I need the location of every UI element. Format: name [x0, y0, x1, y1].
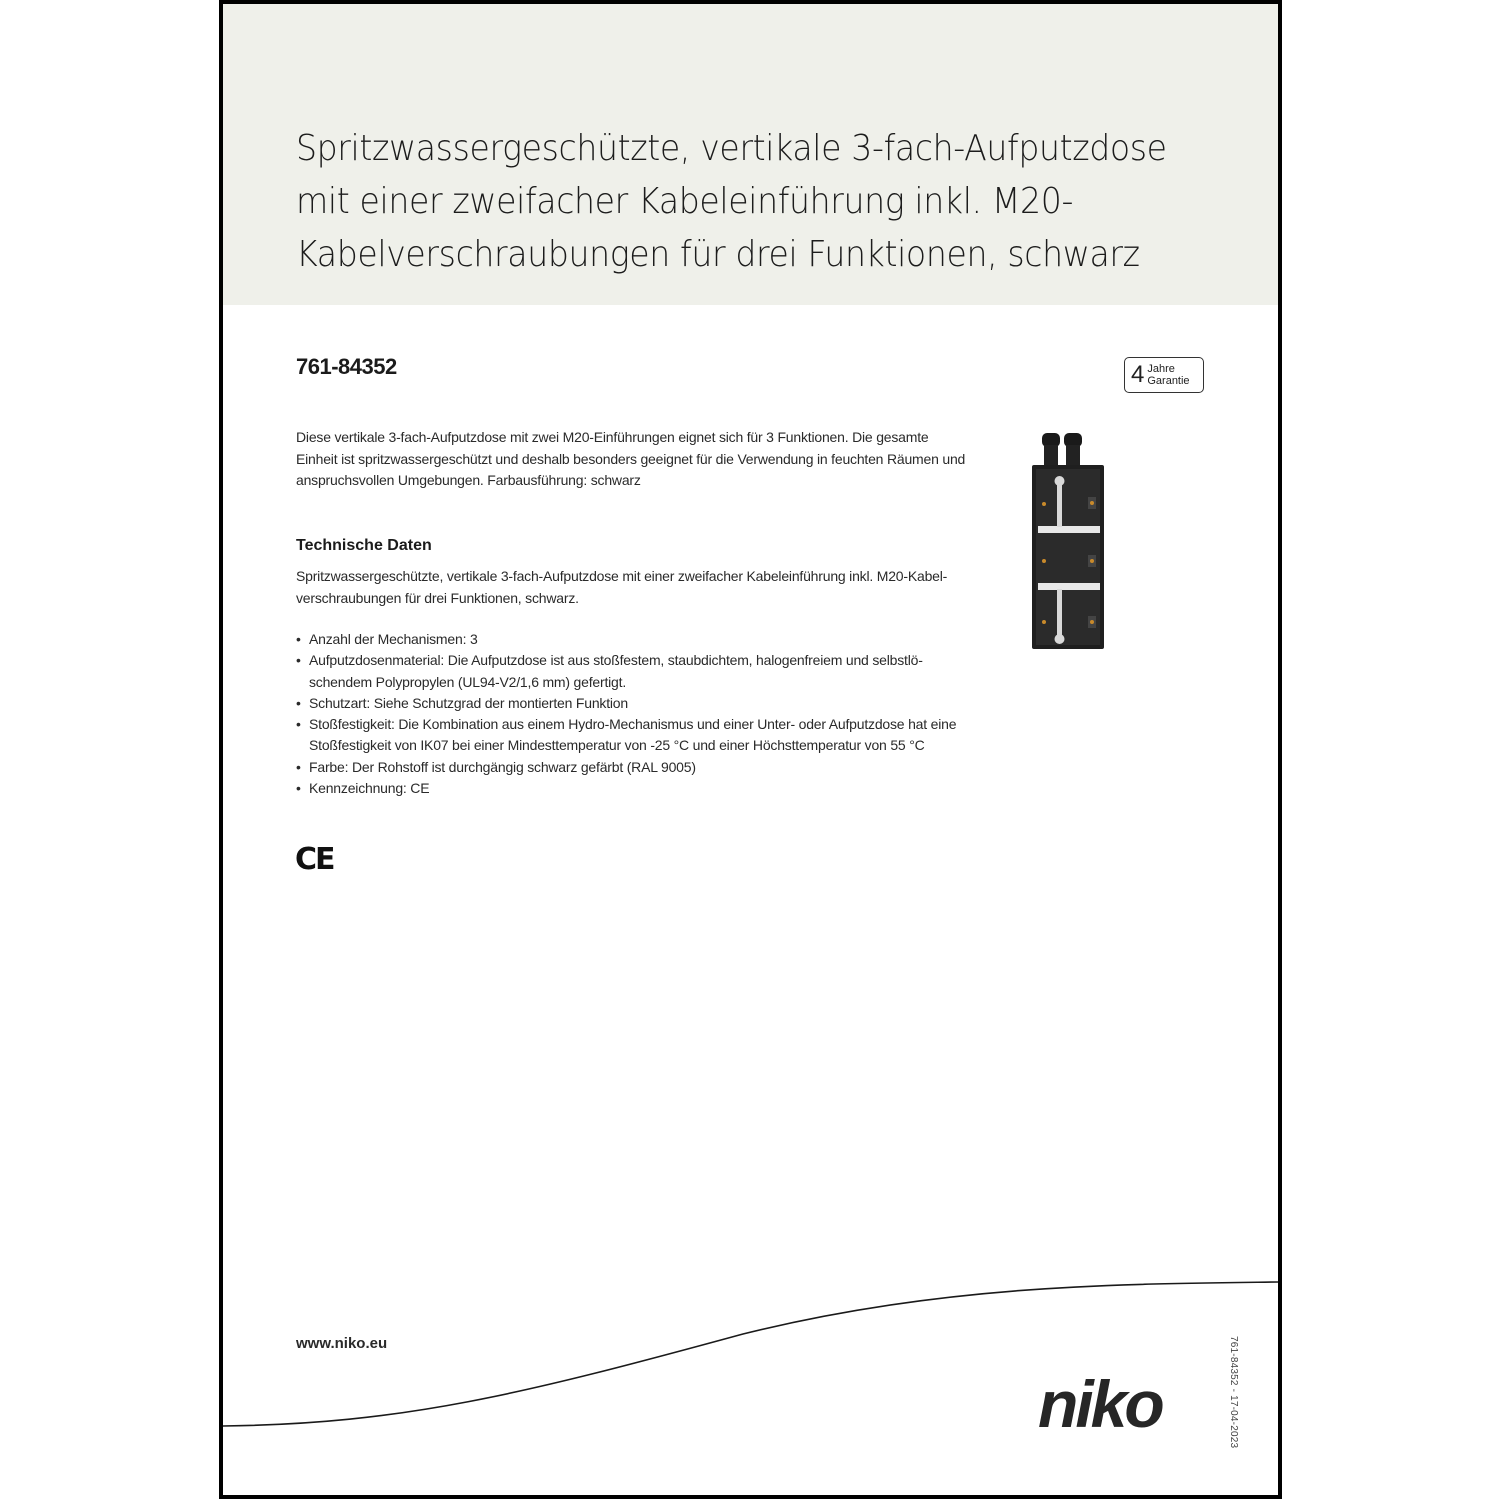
list-item: • Schutzart: Siehe Schutzgrad der montierten Funktion [296, 693, 966, 714]
intro-paragraph: Diese vertikale 3-fach-Aufputzdose mit zwei M20-Einführungen eignet sich für 3 Funktionen. Die gesamte Einheit ist spritzwassergeschützt und deshalb besonders geeignet für die Verwendung in feuchten Räumen und anspruchsvollen Umgebungen. Farbausführung: schwarz [296, 429, 966, 488]
warranty-label [1147, 363, 1189, 387]
warranty-years: 4 [1131, 361, 1145, 388]
article-number: 761-84352 [296, 354, 397, 379]
list-item: • Aufputzdosenmaterial: Die Aufputzdose ist aus stoßfestem, staubdichtem, halogenfreiem und selbstlö-schendem Polypropylen (UL94-V2/1,6 mm) gefertigt. [296, 650, 966, 693]
product-image [1028, 429, 1108, 651]
title-line: mit einer zweifacher Kabeleinführung inkl. M20- [296, 181, 1074, 222]
technical-heading: Technische Daten [296, 537, 432, 554]
document-reference: 761-84352 - 17-04-2023 [1228, 1336, 1239, 1449]
list-item: • Stoßfestigkeit: Die Kombination aus einem Hydro-Mechanismus und einer Unter- oder Aufputzdose hat eine Stoßfestigkeit von IK07 bei einer Mindesttemperatur von -25 °C und einer Höchsttemperatur von 55 °C [296, 714, 966, 757]
page-title [296, 122, 1179, 281]
technical-description: Spritzwassergeschützte, vertikale 3-fach-Aufputzdose mit einer zweifacher Kabeleinführung inkl. M20-Kabel-verschraubungen für drei Funktionen, schwarz. [296, 568, 948, 606]
title-line: Spritzwassergeschützte, vertikale 3-fach-Aufputzdose [296, 128, 1167, 169]
datasheet-page [219, 0, 1282, 1499]
niko-logo: niko [1038, 1367, 1162, 1441]
technical-list [296, 629, 966, 799]
warranty-badge [1124, 357, 1204, 393]
title-line: Kabelverschraubungen für drei Funktionen, schwarz [296, 234, 1140, 275]
warranty-line2: Garantie [1147, 375, 1190, 387]
warranty-line1: Jahre [1147, 363, 1175, 375]
list-item: • Anzahl der Mechanismen: 3 [296, 629, 966, 650]
ce-mark-icon: CE [295, 842, 334, 877]
list-item: • Kennzeichnung: CE [296, 778, 966, 799]
list-item: • Farbe: Der Rohstoff ist durchgängig schwarz gefärbt (RAL 9005) [296, 757, 966, 778]
website-link[interactable]: www.niko.eu [296, 1335, 388, 1352]
